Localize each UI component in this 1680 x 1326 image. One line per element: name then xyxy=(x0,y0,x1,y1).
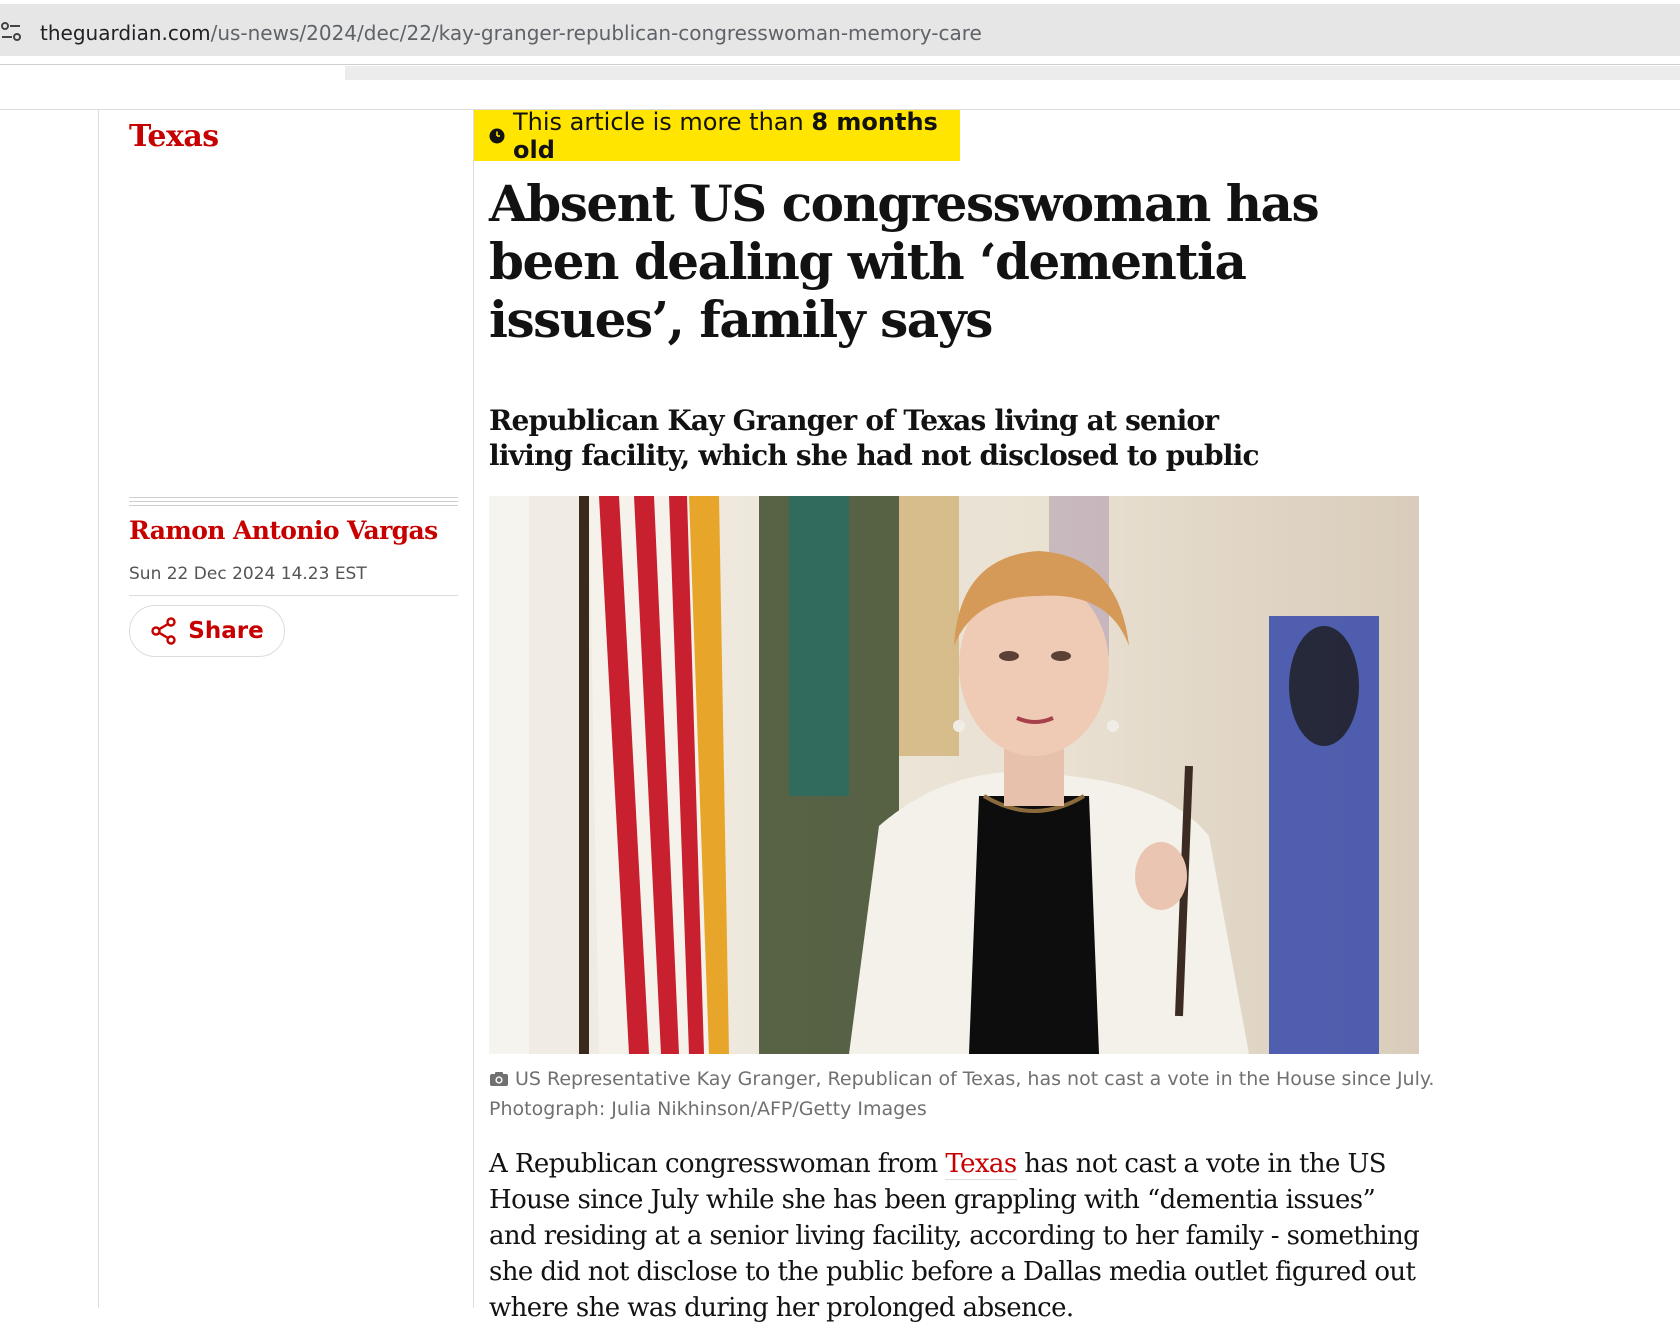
section-label[interactable]: Texas xyxy=(129,119,219,154)
standfirst: Republican Kay Granger of Texas living at senior living facility, which she had not disclosed to public xyxy=(489,404,1259,472)
article-body-paragraph xyxy=(489,1146,1429,1326)
camera-icon xyxy=(489,1067,509,1095)
age-warning-prefix: This article is more than xyxy=(513,107,812,136)
bookmarks-bar xyxy=(345,66,1680,80)
image-caption xyxy=(489,1065,1439,1123)
age-warning-emphasis: 8 months old xyxy=(513,107,938,164)
body-text-end: has not cast a vote in the US House since July while she has been grappling with “dementia issues” and residing at a senior living facility, according to her family - something she did not disclose to the public before a Dallas media outlet figured out where she was during her prolonged absence. xyxy=(489,1149,1420,1323)
body-text-start: A Republican congresswoman from xyxy=(489,1149,946,1179)
share-icon xyxy=(150,617,178,645)
url-domain: theguardian.com xyxy=(40,21,211,45)
headline: Absent US congresswoman has been dealing with ‘dementia issues’, family says xyxy=(489,174,1319,349)
date-divider xyxy=(129,595,458,596)
url-text[interactable] xyxy=(40,20,982,46)
share-label: Share xyxy=(188,618,264,644)
left-column-rule xyxy=(98,110,99,1308)
caption-text: US Representative Kay Granger, Republican of Texas, has not cast a vote in the House since July. xyxy=(515,1068,1435,1090)
byline-rules xyxy=(129,497,458,509)
age-warning-text xyxy=(513,108,960,164)
texas-link[interactable]: Texas xyxy=(945,1149,1017,1179)
main-column-rule xyxy=(473,110,474,1308)
clock-icon xyxy=(489,122,505,150)
url-path: /us-news/2024/dec/22/kay-granger-republican-congresswoman-memory-care xyxy=(210,21,982,45)
publish-date[interactable]: Sun 22 Dec 2024 14.23 EST xyxy=(129,564,367,584)
main-image-illustration xyxy=(489,496,1419,1054)
image-credit: Photograph: Julia Nikhinson/AFP/Getty Images xyxy=(489,1098,927,1120)
tune-icon[interactable] xyxy=(0,20,24,44)
toolbar-divider xyxy=(0,64,1680,65)
address-bar[interactable] xyxy=(0,4,1680,56)
article-age-warning xyxy=(474,107,960,164)
share-button[interactable] xyxy=(129,605,285,657)
main-image[interactable] xyxy=(489,496,1419,1054)
author-link[interactable]: Ramon Antonio Vargas xyxy=(129,516,438,545)
